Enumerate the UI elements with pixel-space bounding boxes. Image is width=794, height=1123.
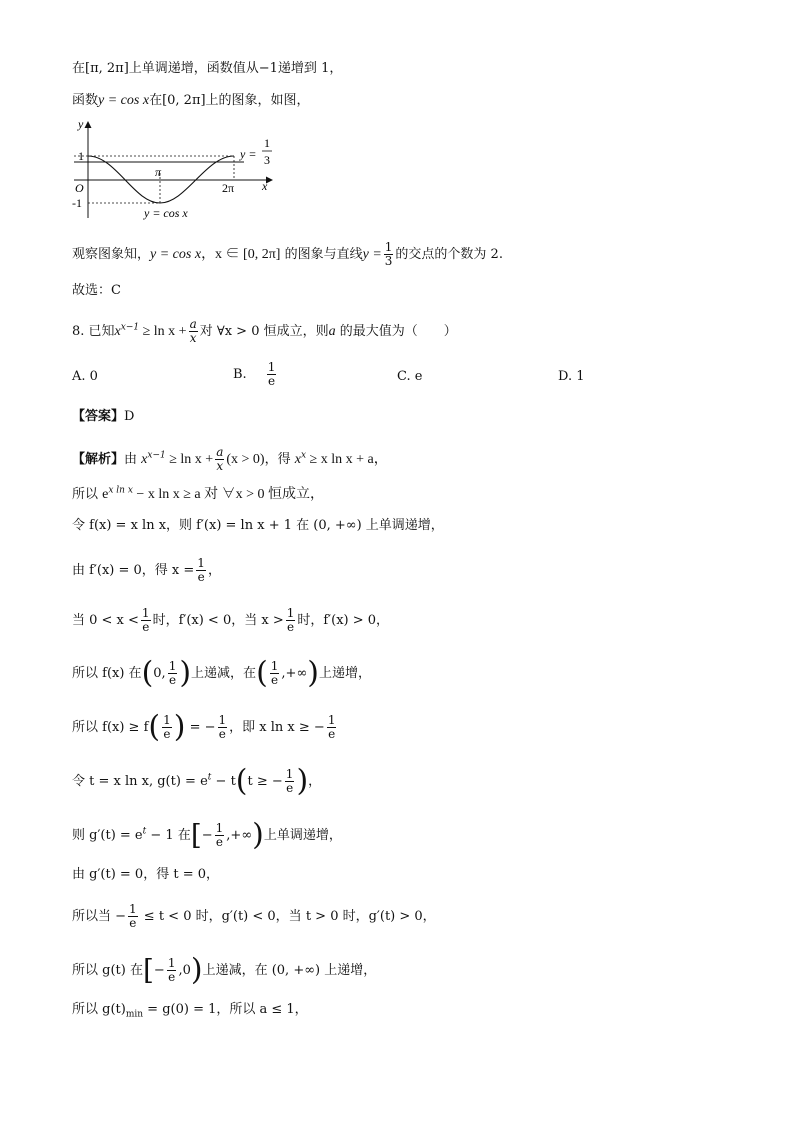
solution-line-10: 由 g′(t) = 0，得 t = 0，: [72, 867, 219, 882]
curve-label: y = cos x: [144, 206, 188, 220]
solution-line-8: 令 t = x ln x, $g(t) = e^t - t(t$ ≥ − $\frac{1}{e}$ )，: [72, 763, 322, 799]
cosine-graph: [64, 118, 284, 222]
tick-m1: -1: [72, 196, 82, 210]
text-line-3: 观察图象知，y = cos x，x ∈ [0, 2π] 的图象与直线y = $\frac{1}{3}$ 的交点的个数为 2.: [72, 240, 503, 268]
axis-x-label: x: [262, 179, 268, 193]
solution-line-11: 所以当 − $\frac{1}{e}$ ≤ t < 0 时，g′(t) < 0，当 t > 0 时，g′(t) > 0，: [72, 902, 436, 930]
axis-y-label: y: [78, 118, 84, 131]
solution-line-4: 由 f′(x) = 0，得 x = $\frac{1}{e}$ ，: [72, 556, 221, 584]
tick-pi: π: [155, 165, 162, 179]
text-line-2: 函数y = cos x在[0, 2π]上的图象，如图，: [72, 93, 310, 108]
line-label: y =: [240, 147, 257, 161]
option-c: C. e: [397, 369, 423, 384]
solution-line-2: 所以 $e^{x ln x} - x$ ln x ≥ a 对 ∀x > 0 恒成立，: [72, 485, 324, 502]
solution-line-9: 则 $g'(t) = e^t - 1$ 在[− $\frac{1}{e}$ ,+∞)上单调递增，: [72, 817, 342, 853]
line-label-den: 3: [264, 153, 270, 167]
option-b: B. $\frac{1}{e}$: [233, 360, 276, 388]
solution-line-6: 所以 f(x) 在(0, $\frac{1}{e}$ )上递减，在( $\frac{1}{e}$ ,+∞)上递增，: [72, 655, 372, 691]
origin-label: O: [75, 181, 84, 195]
solution-line-13: 所以 $g(t)_{min} = g(0) = 1$，所以 a ≤ 1，: [72, 1002, 308, 1020]
text-line-1: 在[π, 2π]上单调递增，函数值从−1递增到 1，: [72, 61, 343, 76]
tick-1: 1: [78, 149, 84, 163]
question-8: 8. 已知$x^{x-1} \ge \ln x$ + $\frac{a}{x}$ 对 ∀x > 0 恒成立，则a 的最大值为（ ）: [72, 317, 457, 345]
solution-line-1: 【解析】由 $x^{x-1} \ge \ln x$ + $\frac{a}{x}$ (x > 0)，得 $x^x \ge x$ ln x + a，: [72, 445, 388, 473]
option-d: D. 1: [558, 369, 585, 384]
answer: 【答案】D: [72, 409, 135, 424]
line-label-num: 1: [264, 136, 270, 150]
solution-line-5: 当 0 < x < $\frac{1}{e}$ 时，f′(x) < 0，当 x > $\frac{1}{e}$ 时，f′(x) > 0，: [72, 606, 390, 634]
solution-line-7: 所以 f(x) ≥ f( $\frac{1}{e}$ ) = − $\frac{1}{e}$ ，即 x ln x ≥ − $\frac{1}{e}$: [72, 709, 336, 745]
option-a: A. 0: [72, 369, 98, 384]
solution-line-3: 令 f(x) = x ln x，则 f′(x) = ln x + 1 在 (0, +∞) 上单调递增，: [72, 518, 444, 533]
text-line-4: 故选：C: [72, 283, 121, 298]
tick-2pi: 2π: [222, 181, 235, 195]
solution-line-12: 所以 g(t) 在[− $\frac{1}{e}$ ,0)上递减，在 (0, +∞) 上递增，: [72, 952, 377, 988]
